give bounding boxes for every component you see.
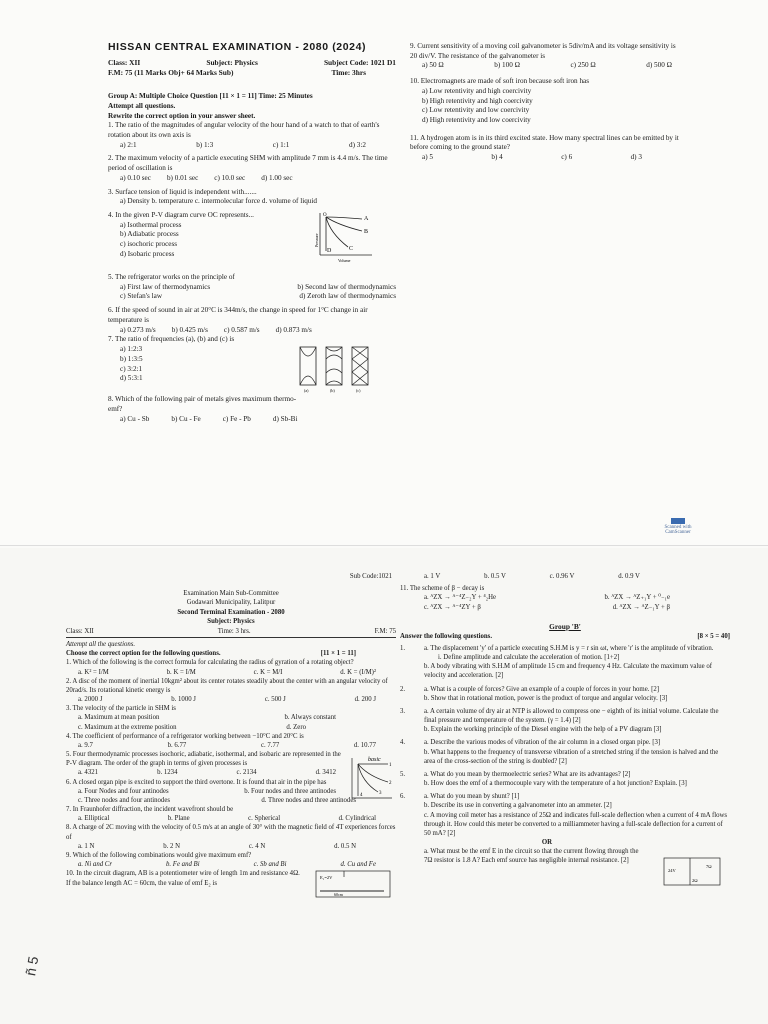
group-b-q4b: b. What happens to the frequency of transverse vibration of a stretched string if the tension is halved and the area of the cross-section of the string is doubled? [2] [424,748,719,765]
option: b) 0.425 m/s [171,325,208,334]
paper1-group-a: Group A: Multiple Choice Question [11 × 1 = 11] Time: 25 Minutes [108,92,313,101]
option: c. Sb and Bi [253,861,287,869]
option: b) High retentivity and high coercivity [422,96,533,105]
paper1-q1-options [108,141,396,151]
option: d. 0.5 N [334,842,356,850]
handwritten-note: basic [368,757,381,764]
paper2-sub-code: Sub Code:1021 [349,573,392,580]
paper1-q1: 1. The ratio of the magnitudes of angular velocity of the hour hand of a watch to that of earth's rotation about its own axis is [108,121,380,140]
group-b-q1a: a. The displacement 'y' of a particle executing S.H.M is y = r sin ωt, where 'r' is the amplitude of vibration. [424,644,714,652]
paper1-subject: Subject: Physics [206,58,258,68]
paper1-q5-row2 [108,292,396,302]
pv-label-o: O [323,213,327,219]
option: b. Always constant [284,714,336,722]
pipe-c-wave [352,347,368,385]
option: b. K = I/M [166,668,196,676]
option: a) 50 Ω [422,61,444,70]
pv-pressure-label: Pressure [314,233,319,248]
pv-curve-c [326,217,348,247]
option: c. 0.96 V [549,573,575,580]
pv-volume-label: Volume [338,258,351,264]
paper2-q10-options [400,572,730,581]
option: a. Elliptical [78,815,110,823]
emf-circuit-r2: 2Ω [692,878,698,884]
group-b-q5a: a. What do you mean by thermoelectric series? What are its advantages? [2] [424,770,631,778]
paper2-group-b: Group 'B' [549,621,581,631]
paper1-q5: 5. The refrigerator works on the principle of [108,273,235,282]
organ-pipes-figure [296,345,376,393]
option: b) 0.01 sec [166,173,199,182]
option: b) Cu - Fe [171,414,201,423]
pipe-b-label: (b) [330,388,335,394]
paper2-q2-options [66,695,396,704]
pv-diagram-figure [308,209,378,265]
paper1-q8: 8. Which of the following pair of metals gives maximum thermo-emf? [108,395,297,414]
option: b. Fe and Bi [166,861,200,869]
option: d. Cylindrical [338,815,376,823]
option: a) Cu - Sb [120,414,150,423]
option: d) 1.00 sec [261,173,293,182]
option: a) 2:1 [120,140,137,149]
group-b-number: 4. [400,739,406,747]
option: c) 6 [561,153,573,162]
paper1-q4-block [108,211,396,267]
paper1-left-column [108,40,396,425]
paper2-choose-row [66,649,396,658]
option: a. 2000 J [78,696,103,704]
paper2-q5-options [66,768,396,777]
option: c) Low retentivity and low coercivity [422,106,530,115]
option: c. 500 J [264,696,286,704]
paper2-q11: 11. The scheme of β − decay is [400,585,485,593]
group-b-or: OR [541,839,553,847]
option: b) 1:3 [196,140,214,149]
pipe-b [326,347,342,385]
option: d. K = (I/M)² [340,668,376,676]
option: b. Plane [167,815,190,823]
option: a) 5 [422,153,433,162]
option: c. ᴬZX → ᴬ⁻⁴ZY + β [424,603,481,611]
paper1-q3-options: a) Density b. temperature c. intermolecular force d. volume of liquid [120,197,317,206]
paper2-q5: 5. Four thermodynamic processes isochoric, adiabatic, isothermal, and isobaric are represented in the P-V diagram. The order of the graph in terms of given processes is [66,751,341,768]
option: c. Maximum at the extreme position [78,723,177,731]
option: d) 3 [630,153,642,162]
paper2-q10-block [66,869,396,898]
group-b-q5b: b. How does the emf of a thermocouple vary with the temperature of a hot junction? Explain. [3] [424,780,687,788]
paper1-rewrite: Rewrite the correct option in your answer sheet. [108,111,256,120]
paper1-time: Time: 3hrs [331,68,366,78]
option: b) 100 Ω [494,61,520,70]
paper2-right-column [400,572,730,884]
option: a. ᴬZX → ᴬ⁻⁴Z₋₂Y + ⁴₂He [424,594,497,602]
pipe-a [300,347,316,385]
paper1-q8-options [108,415,396,425]
paper2-answer: Answer the following questions. [400,632,493,640]
paper2-choose: Choose the correct option for the following questions. [66,650,221,658]
option: d) Isobaric process [120,249,175,258]
option: b) 4 [491,153,503,162]
paper1-q9: 9. Current sensitivity of a moving coil galvanometer is 5div/mA and its voltage sensitivity is 20 div/V. The resistance of the galvanometer is [410,42,676,60]
paper2-q1-options [66,668,396,677]
paper1-subject-code: Subject Code: 1021 D1 [323,58,396,68]
paper1-q11: 11. A hydrogen atom is in its third excited state. How many spectral lines can be emitted by it before coming to the ground state? [410,133,679,152]
option: b. 1234 [157,769,178,777]
paper2-exam: Second Terminal Examination - 2080 [177,608,285,616]
option: d. Zero [286,723,306,731]
paper1-attempt: Attempt all questions. [108,101,176,110]
option: c. Spherical [248,815,281,823]
paper2-q2: 2. A disc of the moment of inertial 10kgm² about its center rotates steadily about the center with an angular velocity of 20rad/s. Its rotational kinetic energy is [66,677,388,694]
group-b-number: 1. [400,644,406,652]
group-b-q6c: c. A moving coil meter has a resistance of 25Ω and indicates full-scale deflection when a current of 4 mA flows through it. How could this meter be converted to a milliammeter having a full-scale deflection for a current of 50 mA? [2] [424,811,728,837]
paper2-q7: 7. In Fraunhofer diffraction, the incident wavefront should be [66,806,234,814]
option: c. Three nodes and four antinodes [78,796,170,804]
group-b-q4 [400,738,730,766]
option: a. Four Nodes and four antinodes [78,787,169,795]
paper2-group-b-marks: [8 × 5 = 40] [697,632,730,640]
option: a. 4321 [78,769,99,777]
pv-label-d: D [327,248,332,255]
pv-label-c: C [349,246,354,253]
option: c. 2134 [236,769,257,777]
option: c) 10.0 sec [214,173,246,182]
option: d. 200 J [354,696,376,704]
group-b-number: 3. [400,707,406,715]
group-b-q3b: b. Explain the working principle of the Diesel engine with the help of a PV diagram [3] [424,726,662,734]
paper2-subject: Subject: Physics [207,617,255,625]
option: d. 0.9 V [618,573,640,580]
option: c) isochoric process [120,240,178,249]
option: a. Ni and Cr [78,861,112,869]
group-b-q6b: b. Describe its use in converting a galvanometer into an ammeter. [2] [424,802,612,810]
paper1-q4: 4. In the given P-V diagram curve OC represents... [108,211,254,220]
paper2-municipality: Godawari Municipality, Lalitpur [186,599,276,607]
group-b-q2 [400,685,730,703]
paper1-q3: 3. Surface tension of liquid is independent with....... [108,187,257,196]
option: c. 4 N [248,842,266,850]
paper1-q6: 6. If the speed of sound in air at 20°C is 344m/s, the change in speed for 1°C change in air temperature is [108,306,368,324]
paper2-marks: [11 × 1 = 11] [320,650,356,658]
exam-paper-godawari [0,548,768,1024]
option: b. 1000 J [171,696,196,704]
paper1-fm: F.M: 75 (11 Marks Obj+ 64 Marks Sub) [108,68,234,78]
option: c. K = M/I [253,668,283,676]
option: d) High retentivity and low coercivity [422,116,531,125]
pv-label-b: B [364,229,369,236]
option: a. 1 V [424,573,441,580]
paper1-q9-options [410,61,682,71]
option: a. 9.7 [78,741,93,749]
option: b) 1:3:5 [120,354,143,363]
option: d. Cu and Fe [340,861,376,869]
paper2-left-column [66,572,396,898]
group-b-q5 [400,770,730,788]
option: c) Fe - Pb [222,414,251,423]
paper2-attempt: Attempt all the questions. [66,641,136,649]
group-b-q6 [400,792,730,884]
option: a) First law of thermodynamics [120,282,211,291]
emf-circuit-r1: 7Ω [706,864,712,870]
paper2-q3-row2 [66,723,396,732]
option: b. 2 N [163,842,181,850]
option: d) 500 Ω [646,61,672,70]
margin-scribble: ñ 5 [22,955,42,977]
option: a. Maximum at mean position [78,714,160,722]
option: b. 6.77 [167,741,187,749]
paper2-q3: 3. The velocity of the particle in SHM is [66,705,176,713]
pv2-label-2: 2 [389,781,392,787]
option: b) Adiabatic process [120,230,179,239]
option: a) 0.273 m/s [120,325,156,334]
paper2-header-row [66,626,396,638]
pv2-curve-3 [358,764,378,792]
paper2-class: Class: XII [66,627,94,635]
paper1-q2-options [108,174,396,184]
option: d) Zeroth law of thermodynamics [299,292,396,301]
paper2-q1: 1. Which of the following is the correct formula for calculating the radius of gyration of a rotating object? [66,659,354,667]
option: d) Sb-Bi [272,414,298,423]
pv2-label-4: 4 [360,793,363,799]
option: c) 250 Ω [570,61,596,70]
paper2-time: Time: 3 hrs. [217,627,251,635]
group-b-q6a: a. What do you mean by shunt? [1] [424,793,520,801]
group-b-q6-or: a. What must be the emf E in the circuit so that the current flowing through the 7Ω resistor is 1.8 A? Each emf source has negligible internal resistance. [2] [424,848,639,865]
paper1-q7-block [108,335,396,393]
option: d) 0.873 m/s [275,325,312,334]
paper1-q10: 10. Electromagnets are made of soft iron because soft iron has [410,77,590,86]
paper2-q7-options [66,814,396,823]
group-b-q4a: a. Describe the various modes of vibration of the air column in a closed organ pipe. [3] [424,739,661,747]
camscanner-stamp-text: Scanned with CamScanner [664,525,692,535]
paper2-fm: F.M: 75 [374,627,396,635]
paper1-q7: 7. The ratio of frequencies (a), (b) and (c) is [108,335,235,344]
option: b. 0.5 V [484,573,506,580]
group-b-q2a: a. What is a couple of forces? Give an example of a couple of forces in your home. [2] [424,685,660,693]
paper2-q10: 10. In the circuit diagram, AB is a potentiometer wire of length 1m and resistance 4Ω. If the balance length AC = 60cm, the value of emf E₂ is [66,870,300,887]
group-b-q3 [400,707,730,735]
option: a. K² = I/M [78,668,109,676]
paper1-header-row2 [108,68,396,78]
group-b-q2b: b. Show that in rotational motion, power is the product of torque and angular velocity. [3] [424,694,668,702]
circuit-length-label: 60cm [334,892,343,898]
pv-label-a: A [364,216,369,223]
emf-circuit-voltage: 24V [668,868,676,874]
group-b-q3a: a. A certain volume of dry air at NTP is allowed to compress one − eighth of its initial volume. Calculate the final pressure and temperature of the system. (γ = 1.4) [2] [424,707,719,725]
group-b-q1b: b. A body vibrating with S.H.M of amplitude 15 cm and frequency 4 Hz. Calculate the maximum value of velocity and acceleration. [2] [424,663,713,680]
paper2-q6-row2 [66,796,396,805]
paper2-committee: Examination Main Sub-Committee [183,590,279,598]
paper2-q4: 4. The coefficient of performance of a refrigerator working between −10°C and 20°C is [66,732,304,740]
option: c) 1:1 [272,140,290,149]
option: b. Four nodes and three antinodes [244,787,336,795]
paper2-q4-options [66,741,396,750]
potentiometer-circuit-figure [314,869,394,899]
group-b-q1a-i: i. Define amplitude and calculate the acceleration of motion. [1+2] [438,654,620,662]
pv2-curve-2 [358,764,388,782]
paper2-q6-row1 [66,787,396,799]
option: d. 10.77 [353,741,376,749]
camscanner-logo-icon [671,518,685,524]
option: a) Isothermal process [120,220,182,229]
paper2-q8: 8. A charge of 2C moving with the velocity of 0.5 m/s at an angle of 30° with the magnetic field of 4T experiences forces of [66,824,396,841]
paper1-q2: 2. The maximum velocity of a particle executing SHM with amplitude 7 mm is 4.4 m/s. The time period of oscillation is [108,154,388,173]
option: c) 3:2:1 [120,364,143,373]
emf-circuit-figure [660,856,726,886]
pv2-label-1: 1 [389,763,392,769]
option: b) Second law of thermodynamics [297,282,396,291]
option: d) 5:3:1 [120,374,143,383]
camscanner-stamp [664,518,692,535]
group-b-number: 2. [400,685,406,693]
paper2-q3-row1 [66,713,396,722]
paper2-q8-options [66,842,396,851]
option: c) 0.587 m/s [223,325,260,334]
paper1-q6-options [108,326,396,336]
option: d. Three nodes and three antinodes [261,796,356,804]
paper1-class: Class: XII [108,58,141,68]
pv-curve-a [326,217,362,219]
paper2-q11-row1 [400,593,730,602]
option: a) Low retentivity and high coercivity [422,86,532,95]
pipe-b-wave [326,347,342,385]
group-b-q1 [400,644,730,681]
paper2-q9-options [66,860,396,869]
group-b-number: 5. [400,770,406,778]
circuit-emf-label: E₁=2V [320,875,333,881]
pipe-a-label: (a) [304,388,309,394]
paper1-header-row1 [108,58,396,68]
option: d. 3412 [315,769,336,777]
paper1-right-column [410,42,682,163]
paper2-q6: 6. A closed organ pipe is excited to support the third overtone. It is found that air in the pipe has [66,778,327,786]
pipe-c-label: (c) [356,388,361,394]
paper1-q5-row1 [108,283,396,293]
option: a. 1 N [78,842,95,850]
option: d. ᴬZX → ᴬZ₋₁Y + β [612,603,670,611]
paper1-q11-options [410,153,682,163]
option: a) 1:2:3 [120,345,143,354]
paper2-group-b-header [400,632,730,641]
option: d) 3:2 [349,140,366,149]
pv2-label-3: 3 [379,791,382,797]
paper2-q9: 9. Which of the following combinations would give maximum emf? [66,851,252,859]
group-b-number: 6. [400,793,406,801]
option: a) 0.10 sec [120,173,151,182]
option: c. 7.77 [260,741,280,749]
pv-processes-figure [348,756,394,802]
option: c) Stefan's law [120,292,163,301]
pipe-a-wave [300,347,316,385]
option: b. ᴬZX → ᴬZ₊₁Y + ⁰₋₁e [604,594,670,602]
paper1-title: HISSAN CENTRAL EXAMINATION - 2080 (2024) [108,41,367,53]
paper2-q11-row2 [400,603,730,612]
